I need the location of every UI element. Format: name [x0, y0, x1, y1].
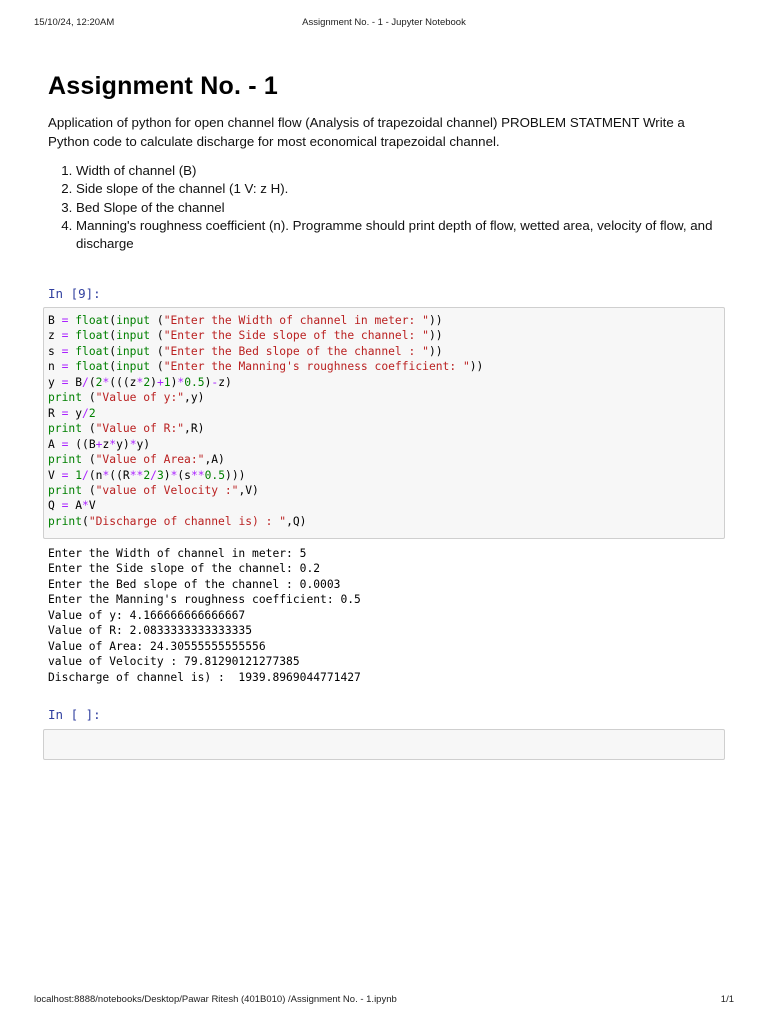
empty-code-cell-input[interactable]	[43, 729, 725, 760]
list-item: 1. Width of channel (B)	[76, 162, 746, 180]
code-line: print ("value of Velocity :",V)	[48, 483, 259, 497]
code-line: print ("Value of R:",R)	[48, 422, 205, 436]
code-line: A = ((B+z*y)*y)	[48, 437, 151, 451]
output-line: Value of y: 4.166666666666667	[48, 608, 246, 622]
print-url: localhost:8888/notebooks/Desktop/Pawar Ritesh (401B010) /Assignment No. - 1.ipynb	[34, 994, 397, 1005]
code-line: y = B/(2*(((z*2)+1)*0.5)-z)	[48, 375, 232, 389]
code-line: z = float(input ("Enter the Side slope of the channel: "))	[48, 329, 443, 343]
output-line: Enter the Manning's roughness coefficient: 0.5	[48, 593, 361, 607]
output-line: value of Velocity : 79.81290121277385	[48, 655, 300, 669]
output-line: Value of Area: 24.30555555555556	[48, 639, 266, 653]
print-footer	[34, 994, 734, 1008]
cell-prompt: In [9]:	[48, 286, 101, 301]
code-line: V = 1/(n*((R**2/3)*(s**0.5)))	[48, 468, 246, 482]
output-line: Enter the Bed slope of the channel : 0.0003	[48, 577, 341, 591]
list-item: 4. Manning's roughness coefficient (n). Programme should print depth of flow, wetted area, velocity of flow, and discharge	[76, 217, 746, 254]
output-line: Enter the Width of channel in meter: 5	[48, 547, 307, 560]
notebook-heading: Assignment No. - 1	[48, 72, 279, 100]
requirements-list	[48, 162, 746, 253]
code-line: n = float(input ("Enter the Manning's roughness coefficient: "))	[48, 360, 484, 374]
code-line: R = y/2	[48, 406, 96, 420]
code-line: print ("Value of y:",y)	[48, 391, 205, 405]
list-item: 2. Side slope of the channel (1 V: z H).	[76, 180, 746, 198]
problem-statement: Application of python for open channel flow (Analysis of trapezoidal channel) PROBLEM STATMENT Write a Python code to calculate discharge for most economical trapezoidal channel.	[48, 115, 685, 149]
code-line: B = float(input ("Enter the Width of channel in meter: "))	[48, 314, 443, 327]
code-block	[44, 308, 724, 529]
code-line: Q = A*V	[48, 499, 96, 513]
output-line: Value of R: 2.0833333333333335	[48, 624, 253, 638]
print-page-title: Assignment No. - 1 - Jupyter Notebook	[302, 17, 466, 28]
output-line: Enter the Side slope of the channel: 0.2	[48, 562, 321, 576]
print-header	[34, 17, 734, 31]
list-item: 3. Bed Slope of the channel	[76, 199, 746, 217]
cell-prompt: In [ ]:	[48, 707, 101, 722]
page-number: 1/1	[720, 994, 734, 1005]
code-cell-input[interactable]	[43, 307, 725, 539]
print-datetime: 15/10/24, 12:20AM	[34, 17, 115, 28]
code-line: print("Discharge of channel is) : ",Q)	[48, 514, 307, 528]
code-line: s = float(input ("Enter the Bed slope of the channel : "))	[48, 344, 443, 358]
code-line: print ("Value of Area:",A)	[48, 453, 225, 467]
cell-output	[48, 546, 361, 685]
output-line: Discharge of channel is) : 1939.8969044771427	[48, 670, 361, 684]
